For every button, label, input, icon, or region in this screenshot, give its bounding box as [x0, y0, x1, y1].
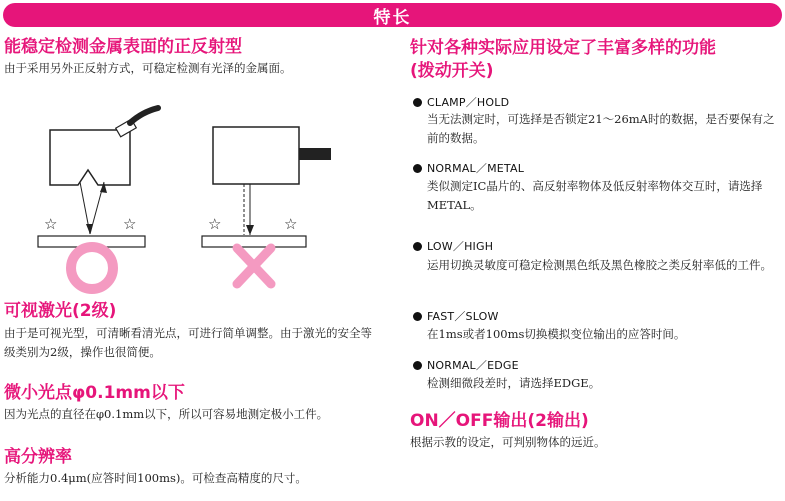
section-text-resolution: 分析能力0.4μm(应答时间100ms)。可检查高精度的尺寸。 — [4, 471, 307, 485]
bullet-title-text: CLAMP／HOLD — [427, 96, 510, 109]
star-icon: ☆ — [284, 215, 298, 233]
bullet-low-high — [413, 238, 493, 254]
section-heading-spot: 微小光点φ0.1mm以下 — [4, 383, 185, 403]
section-heading-laser: 可视激光(2级) — [4, 301, 117, 321]
features-banner — [3, 3, 782, 27]
section-text-specular: 由于采用另外正反射方式，可稳定检测有光泽的金属面。 — [4, 61, 292, 75]
bullet-dot-icon — [413, 242, 422, 251]
bullet-text-clamp-hold: 当无法测定时，可选择是否锁定21～26mA时的数据，是否要保有之前的数据。 — [427, 112, 775, 145]
star-icon: ☆ — [44, 215, 58, 233]
section-heading-specular: 能稳定检测金属表面的正反射型 — [4, 37, 242, 57]
bullet-normal-edge — [413, 357, 519, 373]
bullet-dot-icon — [413, 361, 422, 370]
bullet-title-text: NORMAL／METAL — [427, 162, 525, 175]
bullet-title-text: LOW／HIGH — [427, 240, 494, 253]
bullet-title-text: FAST／SLOW — [427, 310, 499, 323]
detection-diagram — [20, 90, 340, 300]
bullet-dot-icon — [413, 312, 422, 321]
bullet-text-normal-edge: 检测细微段差时，请选择EDGE。 — [427, 376, 601, 390]
bullet-dot-icon — [413, 98, 422, 107]
section-text-onoff: 根据示教的设定，可判别物体的远近。 — [410, 435, 606, 449]
section-heading-functions-sub: (拨动开关) — [410, 61, 494, 81]
bullet-text-fast-slow: 在1ms或者100ms切换模拟变位输出的应答时间。 — [427, 327, 686, 341]
bullet-dot-icon — [413, 164, 422, 173]
bullet-title-text: NORMAL／EDGE — [427, 359, 519, 372]
section-text-laser: 由于是可视光型，可清晰看清光点，可进行简单调整。由于激光的安全等级类别为2级，操作也很简便。 — [4, 326, 372, 359]
section-heading-onoff: ON／OFF输出(2输出) — [410, 411, 589, 431]
bad-mark-icon — [237, 248, 271, 284]
bullet-clamp-hold — [413, 94, 509, 110]
section-text-spot: 因为光点的直径在φ0.1mm以下，所以可容易地测定极小工件。 — [4, 407, 329, 421]
good-mark-icon — [71, 247, 113, 289]
section-heading-functions: 针对各种实际应用设定了丰富多样的功能 — [410, 38, 716, 58]
bullet-text-normal-metal: 类似测定IC晶片的、高反射率物体及低反射率物体交互时，请选择METAL。 — [427, 179, 763, 212]
banner-title: 特长 — [373, 7, 412, 28]
bullet-normal-metal — [413, 160, 524, 176]
bullet-fast-slow — [413, 308, 499, 324]
section-heading-resolution: 高分辨率 — [4, 447, 72, 467]
star-icon: ☆ — [208, 215, 222, 233]
star-icon: ☆ — [123, 215, 137, 233]
bullet-text-low-high: 运用切换灵敏度可稳定检测黑色纸及黑色橡胶之类反射率低的工件。 — [427, 258, 772, 272]
